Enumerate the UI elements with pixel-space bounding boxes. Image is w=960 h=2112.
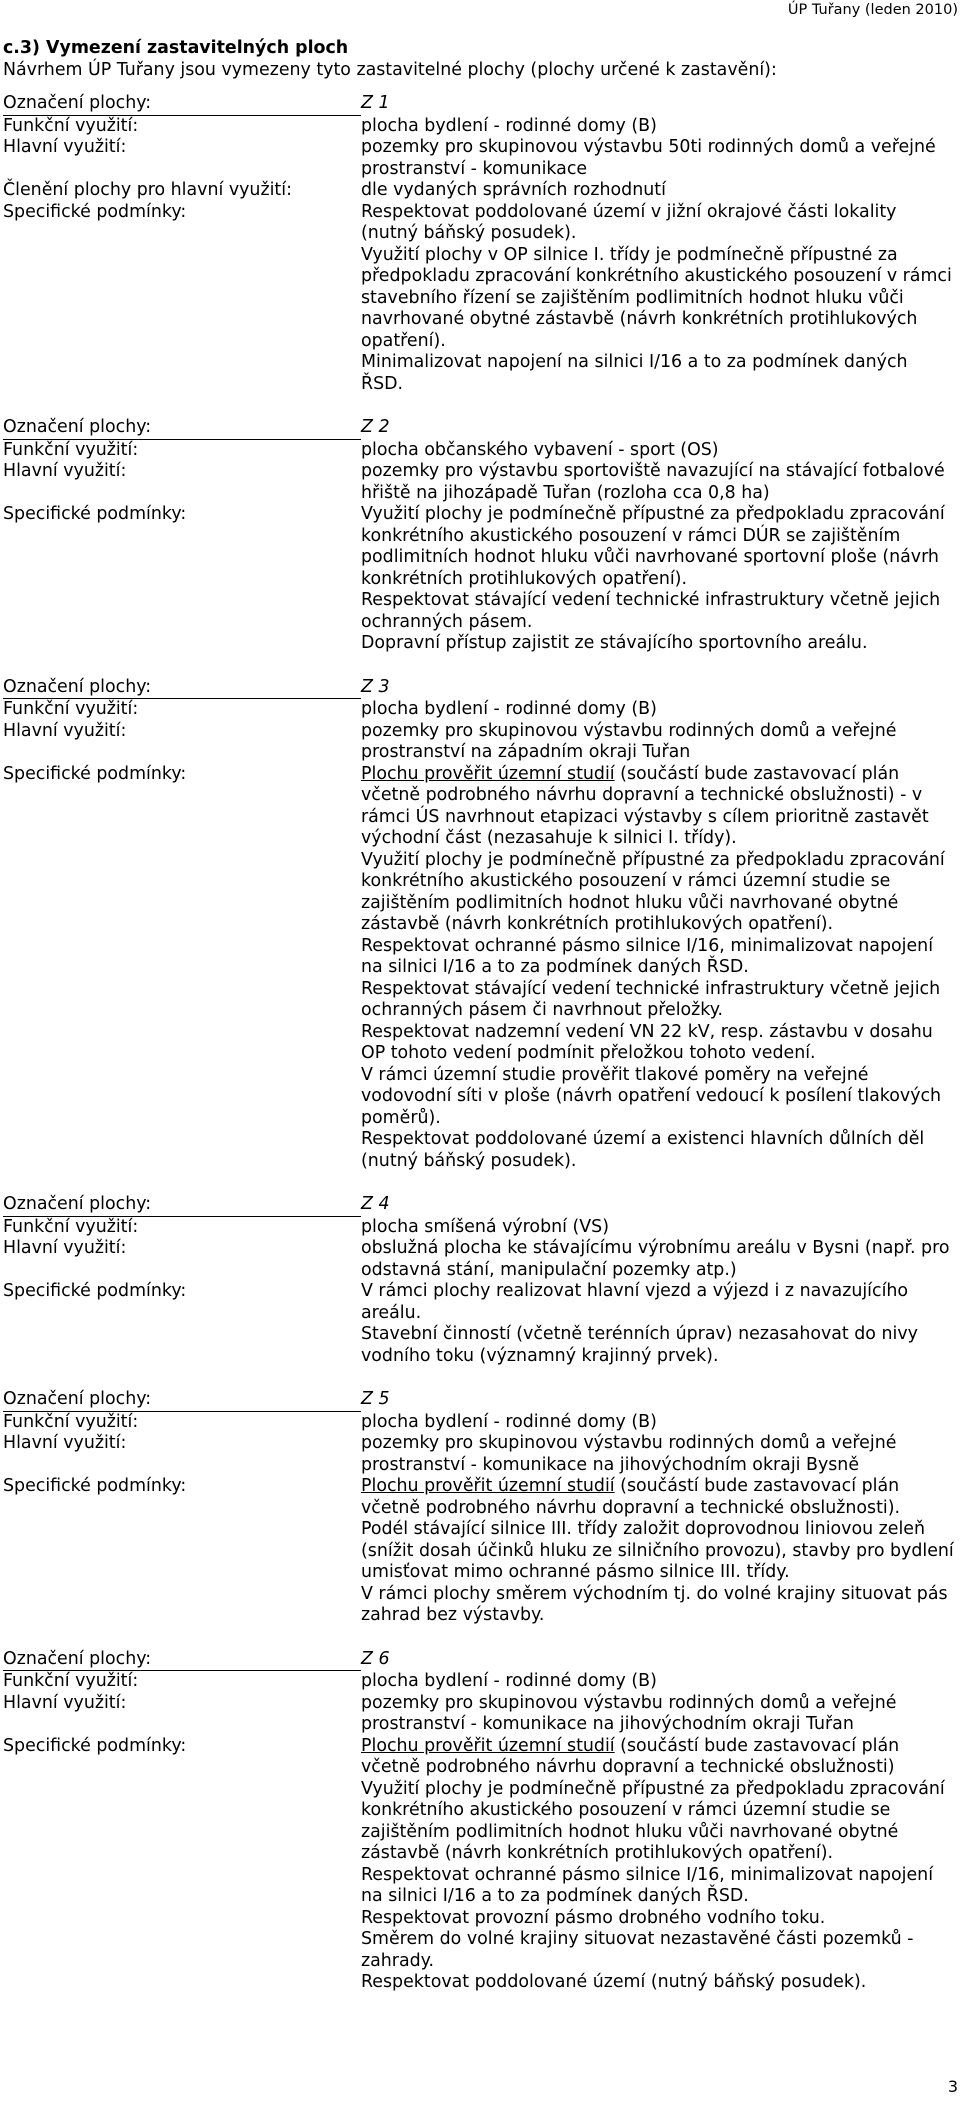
study-requirement-link: Plochu prověřit územní studií (361, 1735, 615, 1756)
function-label: Funkční využití: (3, 1411, 139, 1432)
specific-condition: V rámci plochy směrem východním tj. do volné krajiny situovat pás zahrad bez výstavby. (361, 1583, 948, 1625)
main-use-value: obslužná plocha ke stávajícímu výrobnímu areálu v Bysni (např. pro odstavná stání, manipulační pozemky atp.) (361, 1238, 950, 1280)
area-code: Z 5 (361, 1389, 390, 1409)
function-row (3, 1217, 955, 1239)
study-requirement-link: Plochu prověřit územní studií (361, 1476, 615, 1496)
main-use-label: Hlavní využití: (3, 1238, 127, 1258)
specific-value (361, 1476, 955, 1627)
designation-row (3, 1389, 955, 1412)
designation-row (3, 677, 955, 700)
page-number: 3 (947, 2077, 958, 2096)
specific-condition: Minimalizovat napojení na silnici I/16 a to za podmínek daných ŘSD. (361, 352, 908, 394)
designation-row (3, 93, 955, 116)
specific-condition: Využití plochy v OP silnice I. třídy je podmínečně přípustné za předpokladu zpracování konkrétního akustického posouzení v rámci stavebního řízení se zajištěním podlimitních hodnot hluku vůči navrhované obytné zástavbě (návrh konkrétních protihlukových opatření). (361, 244, 952, 351)
specific-condition: Dopravní přístup zajistit ze stávajícího sportovního areálu. (361, 633, 868, 653)
specific-condition: Respektovat poddolované území (nutný báňský posudek). (361, 1972, 867, 1992)
specific-label: Specifické podmínky: (3, 763, 187, 784)
main-use-row (3, 461, 955, 504)
specific-label: Specifické podmínky: (3, 1735, 187, 1756)
specific-condition (361, 764, 955, 850)
specific-row (3, 202, 955, 396)
page-header: ÚP Tuřany (leden 2010) (787, 2, 958, 18)
main-use-row (3, 137, 955, 180)
specific-value (361, 202, 955, 396)
area-block-z2 (3, 417, 955, 655)
specific-row (3, 764, 955, 1173)
specific-label: Specifické podmínky: (3, 504, 187, 524)
specific-condition: Respektovat stávající vedení technické infrastruktury včetně jejich ochranných pásem či navrhnout přeložky. (361, 978, 941, 1020)
specific-value (361, 1736, 955, 1994)
specific-condition-text: (součástí bude zastavovací plán včetně podrobného návrhu dopravní a technické obslužnosti). (361, 1476, 901, 1518)
function-row (3, 440, 955, 462)
main-use-value: pozemky pro skupinovou výstavbu 50ti rodinných domů a veřejné prostranství - komunikace (361, 137, 936, 179)
main-use-label: Hlavní využití: (3, 1433, 127, 1453)
specific-condition-text: (součástí bude zastavovací plán včetně podrobného návrhu dopravní a technické obslužnosti) - v rámci ÚS navrhnout etapizaci výstavby s cílem prioritně zastavět východní část (nezasahuje k silnici I. třídy). (361, 763, 929, 848)
function-value: plocha bydlení - rodinné domy (B) (361, 1411, 657, 1432)
specific-condition: Využití plochy je podmínečně přípustné za předpokladu zpracování konkrétního akustického posouzení v rámci územní studie se zajištěním podlimitních hodnot hluku vůči navrhované obytné zástavbě (návrh konkrétních protihlukových opatření). (361, 849, 945, 934)
main-use-label: Hlavní využití: (3, 720, 127, 741)
main-use-row (3, 1433, 955, 1476)
area-code: Z 6 (361, 1648, 390, 1669)
specific-condition: Respektovat provozní pásmo drobného vodního toku. (361, 1907, 826, 1928)
intro-paragraph: Návrhem ÚP Tuřany jsou vymezeny tyto zastavitelné plochy (plochy určené k zastavění): (3, 59, 777, 80)
specific-condition: V rámci územní studie prověřit tlakové poměry na veřejné vodovodní síti v ploše (návrh opatření vedoucí k posílení tlakových poměrů). (361, 1064, 942, 1128)
main-use-row (3, 1693, 955, 1736)
division-label: Členění plochy pro hlavní využití: (3, 180, 292, 200)
function-value: plocha bydlení - rodinné domy (B) (361, 1671, 657, 1691)
designation-label: Označení plochy: (3, 1194, 361, 1217)
function-value: plocha bydlení - rodinné domy (B) (361, 115, 657, 136)
designation-label: Označení plochy: (3, 417, 361, 440)
function-row (3, 1671, 955, 1693)
specific-condition: Využití plochy je podmínečně přípustné za předpokladu zpracování konkrétního akustického posouzení v rámci DÚR se zajištěním podlimitních hodnot hluku vůči navrhované sportovní ploše (návrh konkrétních protihlukových opatření). (361, 504, 945, 589)
specific-value (361, 504, 955, 655)
specific-condition: Respektovat poddolované území a existenci hlavních důlních děl (nutný báňský posudek). (361, 1129, 925, 1171)
specific-value (361, 1281, 955, 1367)
area-block-z6 (3, 1649, 955, 1994)
function-label: Funkční využití: (3, 439, 139, 460)
function-label: Funkční využití: (3, 1216, 139, 1237)
specific-condition (361, 1476, 955, 1519)
specific-condition: Respektovat ochranné pásmo silnice I/16, minimalizovat napojení na silnici I/16 a to za podmínek daných ŘSD. (361, 1864, 934, 1906)
main-use-row (3, 721, 955, 764)
main-use-label: Hlavní využití: (3, 1692, 127, 1713)
designation-label: Označení plochy: (3, 1389, 361, 1412)
specific-label: Specifické podmínky: (3, 1476, 187, 1496)
specific-condition: Využití plochy je podmínečně přípustné za předpokladu zpracování konkrétního akustického posouzení v rámci územní studie se zajištěním podlimitních hodnot hluku vůči navrhované obytné zástavbě (návrh konkrétních protihlukových opatření). (361, 1778, 945, 1863)
section-title: c.3) Vymezení zastavitelných ploch (3, 38, 349, 58)
specific-condition (361, 1736, 955, 1779)
specific-condition: Směrem do volné krajiny situovat nezastavěné části pozemků - zahrady. (361, 1929, 914, 1971)
division-value: dle vydaných správních rozhodnutí (361, 180, 666, 200)
function-value: plocha občanského vybavení - sport (OS) (361, 439, 719, 460)
area-block-z5 (3, 1389, 955, 1627)
specific-condition: Podél stávající silnice III. třídy založit doprovodnou liniovou zeleň (snížit dosah účinků hluku ze silničního provozu), stavby pro bydlení umisťovat mimo ochranné pásmo silnice III. třídy. (361, 1519, 954, 1582)
area-code: Z 4 (361, 1194, 390, 1214)
function-label: Funkční využití: (3, 699, 139, 719)
function-row (3, 116, 955, 138)
specific-row (3, 504, 955, 655)
specific-row (3, 1281, 955, 1367)
division-row (3, 180, 955, 202)
specific-condition: Respektovat poddolované území v jižní okrajové části lokality (nutný báňský posudek). (361, 201, 897, 243)
area-code: Z 2 (361, 417, 390, 437)
specific-condition: Respektovat nadzemní vedení VN 22 kV, resp. zástavbu v dosahu OP tohoto vedení podmínit přeložkou tohoto vedení. (361, 1021, 933, 1063)
designation-label: Označení plochy: (3, 1649, 361, 1672)
specific-value (361, 764, 955, 1173)
designation-row (3, 417, 955, 440)
function-label: Funkční využití: (3, 115, 139, 136)
main-use-label: Hlavní využití: (3, 137, 127, 157)
designation-row (3, 1649, 955, 1672)
designation-label: Označení plochy: (3, 93, 361, 116)
function-row (3, 1412, 955, 1434)
function-label: Funkční využití: (3, 1671, 139, 1691)
main-use-label: Hlavní využití: (3, 461, 127, 481)
specific-row (3, 1476, 955, 1627)
main-use-value: pozemky pro skupinovou výstavbu rodinných domů a veřejné prostranství - komunikace na jihovýchodním okraji Bysně (361, 1433, 897, 1475)
document-body (3, 38, 955, 2016)
study-requirement-link: Plochu prověřit územní studií (361, 763, 615, 784)
function-row (3, 699, 955, 721)
specific-condition-text: (součástí bude zastavovací plán včetně podrobného návrhu dopravní a technické obslužnosti) (361, 1735, 900, 1777)
specific-label: Specifické podmínky: (3, 201, 187, 222)
main-use-row (3, 1238, 955, 1281)
specific-condition: Stavební činností (včetně terénních úprav) nezasahovat do nivy vodního toku (významný krajinný prvek). (361, 1324, 918, 1366)
function-value: plocha bydlení - rodinné domy (B) (361, 699, 657, 719)
specific-condition: Respektovat stávající vedení technické infrastruktury včetně jejich ochranných pásem. (361, 590, 941, 632)
specific-condition: V rámci plochy realizovat hlavní vjezd a výjezd i z navazujícího areálu. (361, 1281, 909, 1323)
area-code: Z 1 (361, 93, 390, 113)
function-value: plocha smíšená výrobní (VS) (361, 1216, 609, 1237)
area-block-z3 (3, 677, 955, 1173)
specific-row (3, 1736, 955, 1994)
designation-row (3, 1194, 955, 1217)
area-code: Z 3 (361, 676, 390, 697)
area-block-z4 (3, 1194, 955, 1367)
specific-label: Specifické podmínky: (3, 1281, 187, 1301)
designation-label: Označení plochy: (3, 677, 361, 700)
main-use-value: pozemky pro skupinovou výstavbu rodinných domů a veřejné prostranství na západním okraji Tuřan (361, 720, 897, 762)
area-block-z1 (3, 93, 955, 395)
specific-condition: Respektovat ochranné pásmo silnice I/16, minimalizovat napojení na silnici I/16 a to za podmínek daných ŘSD. (361, 935, 934, 977)
main-use-value: pozemky pro skupinovou výstavbu rodinných domů a veřejné prostranství - komunikace na jihovýchodním okraji Tuřan (361, 1692, 897, 1734)
main-use-value: pozemky pro výstavbu sportoviště navazující na stávající fotbalové hřiště na jihozápadě Tuřan (rozloha cca 0,8 ha) (361, 461, 945, 503)
